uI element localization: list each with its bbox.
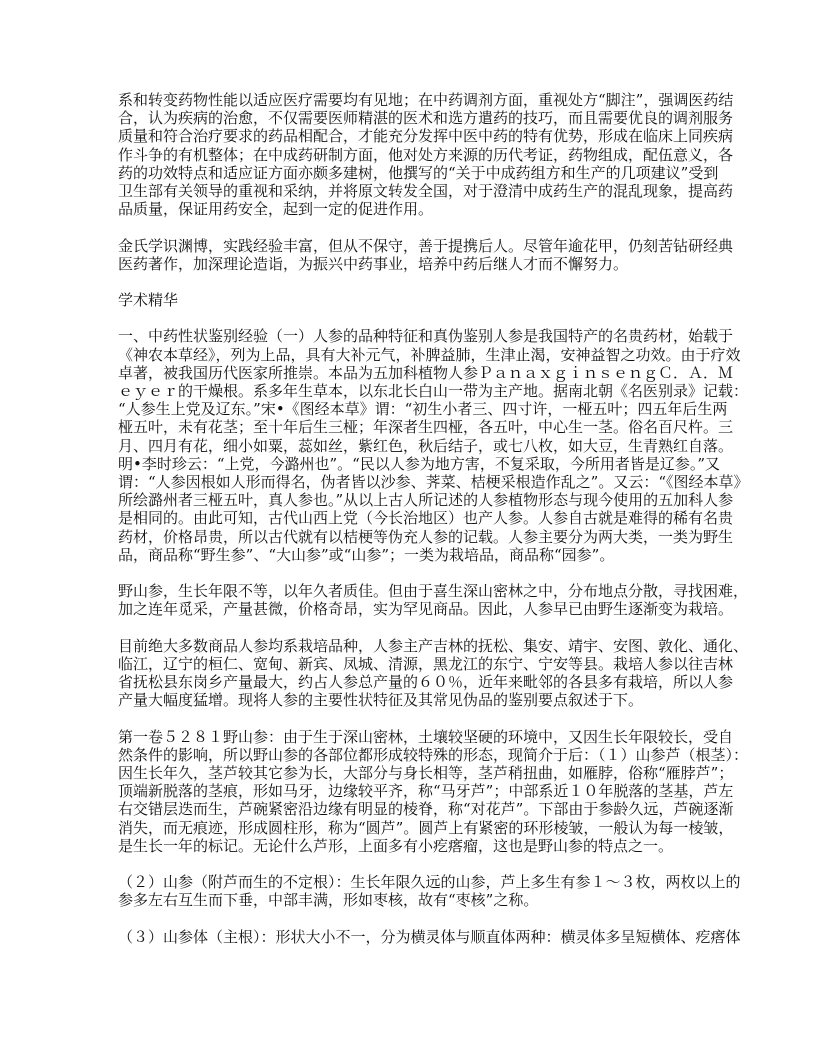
- text-line: 省抚松县东岗乡产量最大，约占人参总产量的６０％，近年来毗邻的各县多有栽培，所以人参: [118, 673, 734, 691]
- text-line: 品，商品称“野生参”、“大山参”或“山参”；一类为栽培品，商品称“园参”。: [118, 545, 615, 564]
- paragraph: [118, 927, 741, 946]
- text-line: 顶端新脱落的茎痕，形如马牙，边缘较平齐，称“马牙芦”；中部系近１０年脱落的茎基，芦左: [118, 782, 734, 801]
- text-line: 参多左右互生而下垂，中部丰满，形如枣核，故有“枣核”之称。: [118, 891, 539, 910]
- text-line: 合，认为疾病的治愈，不仅需要医师精湛的医术和选方遣药的技巧，而且需要优良的调剂服务: [118, 109, 734, 128]
- text-line: 是生长一年的标记。无论什么芦形，上面多有小疙瘩瘤，这也是野山参的特点之一。: [118, 836, 674, 855]
- text-line: ｅｙｅｒ的干燥根。系多年生草本，以东北长白山一带为主产地。据南北朝《名医别录》记载：: [118, 382, 749, 400]
- text-line: 卓著，被我国历代医家所推崇。本品为五加科植物人参ＰａｎａｘｇｉｎｓｅｎｇＣ．Ａ．Ｍ: [118, 363, 734, 382]
- text-line: 一、中药性状鉴别经验（一）人参的品种特征和真伪鉴别人参是我国特产的名贵药材，始载于: [118, 327, 734, 346]
- text-line: 第一卷５２８１野山参：由于生于深山密林，土壤较坚硬的环境中，又因生长年限较长，受自: [118, 727, 734, 746]
- text-line: 所绘潞州者三桠五叶，真人参也。”从以上古人所记述的人参植物形态与现今使用的五加科人参: [118, 491, 734, 510]
- paragraph: [118, 582, 749, 619]
- text-line: 桠五叶，未有花茎；至十年后生三桠；年深者生四桠，各五叶，中心生一茎。俗名百尺杵。三: [118, 418, 734, 437]
- paragraph: [118, 327, 749, 564]
- text-line: 明•李时珍云：“上党，今潞州也”。“民以人参为地方害，不复采取，今所用者皆是辽参。”又: [118, 454, 721, 473]
- text-line: （２）山参（附芦而生的不定根）：生长年限久远的山参，芦上多生有参１～３枚，两枚以上的: [118, 873, 741, 892]
- text-line: 临江，辽宁的桓仁、宽甸、新宾、凤城、清源，黑龙江的东宁、宁安等县。栽培人参以往吉林: [118, 654, 734, 673]
- text-line: 学术精华: [118, 291, 179, 310]
- text-line: （３）山参体（主根）：形状大小不一，分为横灵体与顺直体两种：横灵体多呈短横体、疙瘩体: [118, 927, 741, 946]
- text-line: 药的功效特点和适应证方面亦颇多建树，他撰写的“关于中成药组方和生产的几项建议”受到: [118, 163, 719, 182]
- text-line: 是相同的。由此可知，古代山西上党（今长治地区）也产人参。人参自古就是难得的稀有名贵: [118, 509, 734, 528]
- text-line: 野山参，生长年限不等，以年久者质佳。但由于喜生深山密林之中，分布地点分散，寻找困难，: [118, 582, 749, 601]
- paragraph: [118, 873, 741, 910]
- text-line: 产量大幅度猛增。现将人参的主要性状特征及其常见伪品的鉴别要点叙述于下。: [118, 691, 644, 710]
- text-line: 系和转变药物性能以适应医疗需要均有见地；在中药调剂方面，重视处方“脚注”，强调医药结: [118, 91, 734, 109]
- text-line: 目前绝大多数商品人参均系栽培品种，人参主产吉林的抚松、集安、靖宇、安图、敦化、通化、: [118, 636, 749, 655]
- text-line: 消失，而无痕迹，形成圆柱形，称为“圆芦”。圆芦上有紧密的环形棱皱，一般认为每一棱皱，: [118, 818, 734, 837]
- text-line: 卫生部有关领导的重视和采纳，并将原文转发全国，对于澄清中成药生产的混乱现象，提高药: [118, 181, 734, 200]
- text-line: 作斗争的有机整体；在中成药研制方面，他对处方来源的历代考证，药物组成，配伍意义，各: [118, 145, 734, 164]
- text-line: 然条件的影响，所以野山参的各部位都形成较特殊的形态，现简介于后：（１）山参芦（根茎）：: [118, 745, 749, 764]
- text-line: 月、四月有花，细小如粟，蕊如丝，紫红色，秋后结子，或七八枚，如大豆，生青熟红自落。: [118, 436, 734, 455]
- text-line: 谓：“人参因根如人形而得名，伪者皆以沙参、荠菜、桔梗采根造作乱之”。又云：“《图经本草》: [118, 472, 749, 491]
- text-line: 质量和符合治疗要求的药品相配合，才能充分发挥中医中药的特有优势，形成在临床上同疾病: [118, 127, 734, 146]
- text-line: 药材，价格昂贵，所以古代就有以桔梗等伪充人参的记载。人参主要分为两大类，一类为野生: [118, 527, 734, 546]
- section-heading: [118, 291, 700, 309]
- text-line: 《神农本草经》，列为上品，具有大补元气，补脾益肺，生津止渴，安神益智之功效。由于疗效: [118, 345, 741, 364]
- text-line: 因生长年久，茎芦较其它参为长，大部分与身长相等，茎芦稍扭曲，如雁脖，俗称“雁脖芦”；: [118, 763, 734, 782]
- paragraph: [118, 91, 734, 219]
- paragraph: [118, 236, 734, 273]
- document-body: [118, 91, 749, 964]
- paragraph: [118, 727, 749, 855]
- text-line: “人参生上党及辽东。”宋•《图经本草》谓：“初生小者三、四寸许，一桠五叶；四五年后生两: [118, 400, 728, 419]
- paragraph: [118, 636, 749, 710]
- text-line: 金氏学识渊博，实践经验丰富，但从不保守，善于提携后人。尽管年逾花甲，仍刻苦钻研经典: [118, 236, 734, 255]
- text-line: 品质量，保证用药安全，起到一定的促进作用。: [118, 200, 434, 219]
- text-line: 右交错层迭而生，芦碗紧密沿边缘有明显的棱脊，称“对花芦”。下部由于参龄久远，芦碗逐渐: [118, 800, 734, 819]
- text-line: 加之连年觅采，产量甚微，价格奇昂，实为罕见商品。因此，人参早已由野生逐渐变为栽培。: [118, 600, 734, 619]
- text-line: 医药著作，加深理论造诣，为振兴中药事业，培养中药后继人才而不懈努力。: [118, 254, 629, 273]
